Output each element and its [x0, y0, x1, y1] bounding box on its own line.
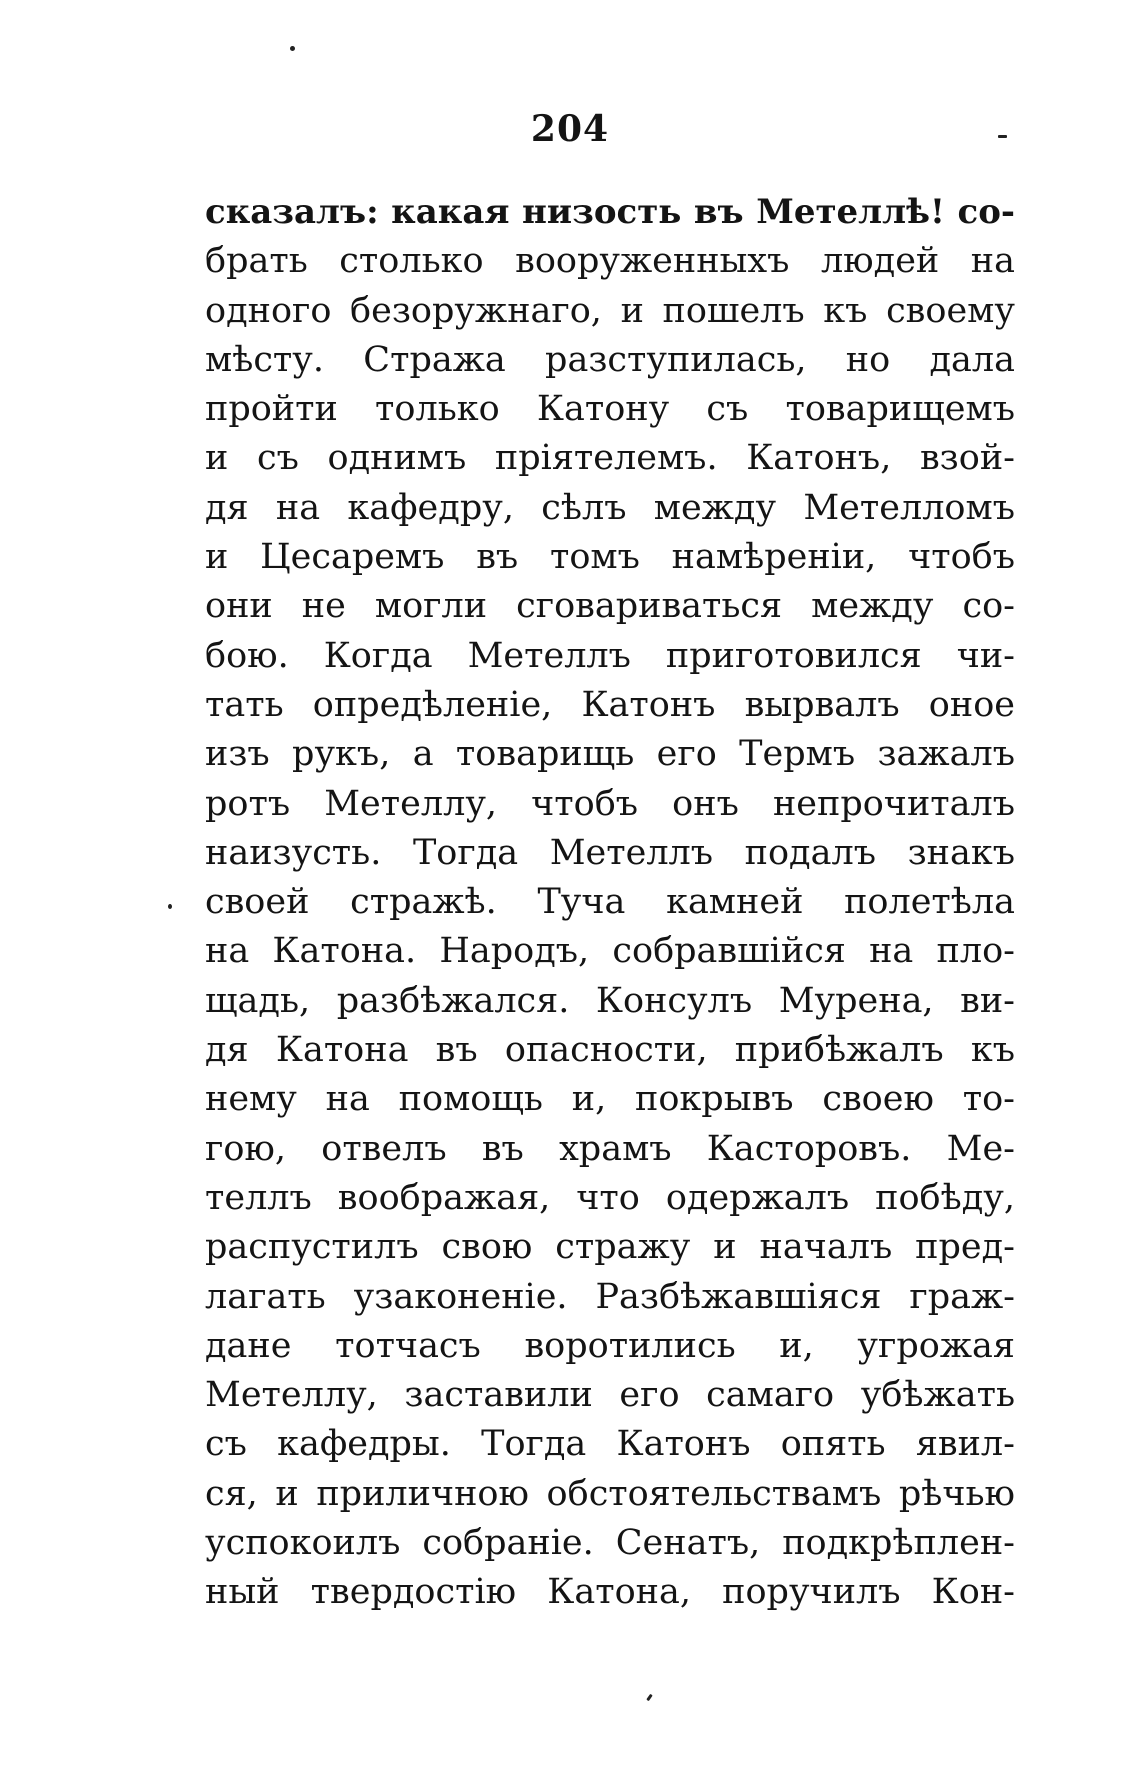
text-line: дане тотчасъ воротились и, угрожая	[205, 1325, 1015, 1366]
text-line: теллъ воображая, что одержалъ побѣду,	[205, 1177, 1015, 1218]
text-line: брать столько вооруженныхъ людей на	[205, 241, 1015, 282]
text-line: мѣсту. Стража разступилась, но дала	[205, 339, 1015, 380]
print-speck	[646, 1694, 652, 1701]
text-line: гою, отвелъ въ храмъ Касторовъ. Ме-	[205, 1128, 1015, 1169]
text-line: ся, и приличною обстоятельствамъ рѣчью	[205, 1473, 1015, 1514]
text-line: дя на кафедру, сѣлъ между Метелломъ	[205, 487, 1015, 528]
print-speck	[290, 46, 295, 51]
text-line: изъ рукъ, а товарищь его Термъ зажалъ	[205, 734, 1015, 775]
text-line: распустилъ свою стражу и началъ пред-	[205, 1227, 1015, 1268]
text-line: нему на помощь и, покрывъ своею то-	[205, 1079, 1015, 1120]
text-line: бою. Когда Метеллъ приготовился чи-	[205, 635, 1015, 676]
text-line: и Цесаремъ въ томъ намѣреніи, чтобъ	[205, 537, 1015, 578]
text-line: они не могли сговариваться между со-	[205, 586, 1015, 627]
text-line: пройти только Катону съ товарищемъ	[205, 389, 1015, 430]
text-line: ротъ Метеллу, чтобъ онъ непрочиталъ	[205, 783, 1015, 824]
text-line: на Катона. Народъ, собравшійся на пло-	[205, 931, 1015, 972]
text-line: Метеллу, заставили его самаго убѣжать	[205, 1375, 1015, 1416]
text-line: съ кафедры. Тогда Катонъ опять явил-	[205, 1424, 1015, 1465]
text-line: ный твердостію Катона, поручилъ Кон-	[205, 1572, 1015, 1613]
text-line: тать опредѣленіе, Катонъ вырвалъ оное	[205, 684, 1015, 725]
text-line: лагать узаконеніе. Разбѣжавшіяся граж-	[205, 1276, 1015, 1317]
text-line: своей стражѣ. Туча камней полетѣла	[205, 882, 1015, 923]
text-line: успокоилъ собраніе. Сенатъ, подкрѣплен-	[205, 1523, 1015, 1564]
text-line: сказалъ: какая низость въ Метеллѣ! со-	[205, 192, 1015, 232]
body-text	[205, 188, 1015, 1618]
text-line: наизусть. Тогда Метеллъ подалъ знакъ	[205, 832, 1015, 873]
print-speck	[168, 904, 172, 909]
page-number: 204	[530, 108, 610, 150]
text-line: дя Катона въ опасности, прибѣжалъ къ	[205, 1030, 1015, 1071]
text-line: и съ однимъ пріятелемъ. Катонъ, взой-	[205, 438, 1015, 479]
text-line: одного безоружнаго, и пошелъ къ своему	[205, 290, 1015, 331]
text-line: щадь, разбѣжался. Консулъ Мурена, ви-	[205, 980, 1015, 1021]
